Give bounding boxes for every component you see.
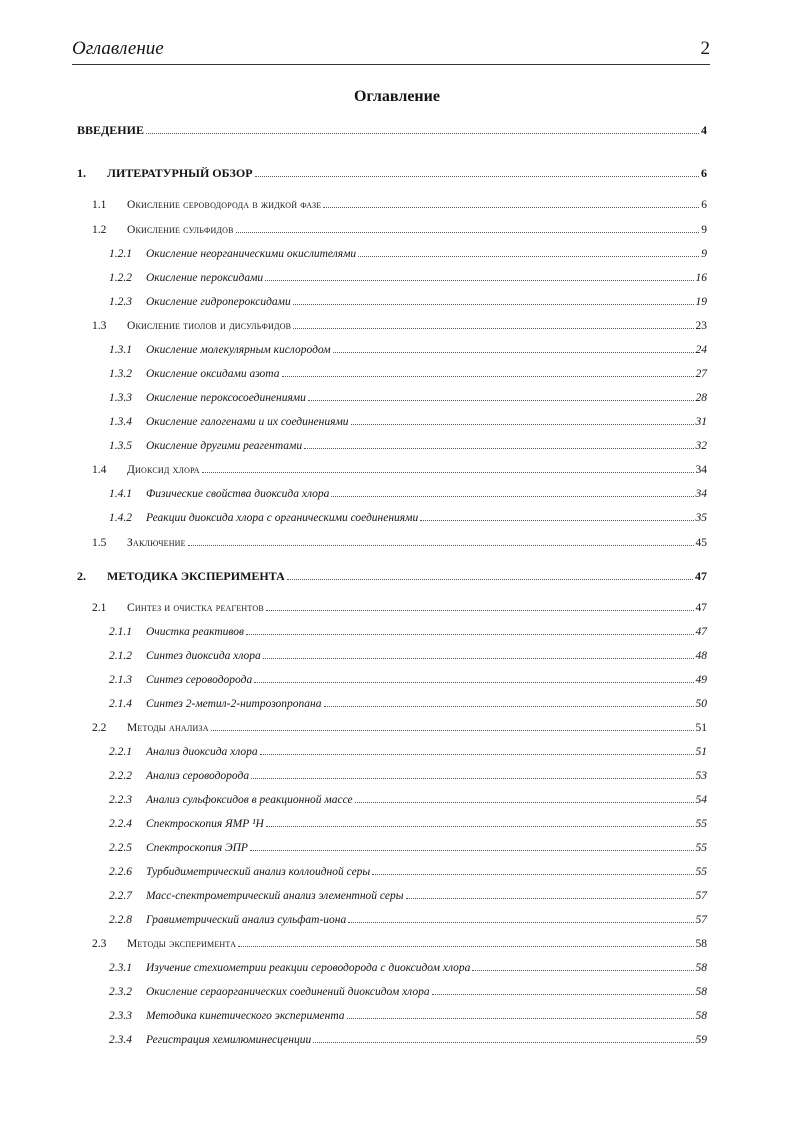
- toc-entry-number: 1.2.1: [109, 248, 132, 260]
- dot-leader: [188, 545, 694, 546]
- toc-entry-label: Окисление другими реагентами: [146, 440, 303, 452]
- toc-entry-label: Спектроскопия ЭПР: [146, 842, 248, 854]
- toc-title: Оглавление: [354, 88, 440, 105]
- dot-leader: [238, 946, 693, 947]
- dot-leader: [293, 328, 693, 329]
- dot-leader: [146, 133, 699, 134]
- toc-entry-page: 28: [695, 392, 707, 404]
- toc-subsection: [109, 960, 707, 976]
- toc-subsection: [109, 510, 707, 526]
- dot-leader: [348, 922, 693, 923]
- toc-entry-page: 34: [695, 488, 707, 500]
- toc-entry-label: ЛИТЕРАТУРНЫЙ ОБЗОР: [107, 166, 253, 180]
- toc-entry-label: Окисление пероксосоединениями: [146, 392, 306, 404]
- toc-entry-page: 47: [695, 626, 707, 638]
- toc-entry-label: Физические свойства диоксида хлора: [146, 488, 330, 500]
- dot-leader: [347, 1018, 694, 1019]
- page-number: 2: [700, 38, 710, 59]
- toc-entry-label: Окисление неорганическими окислителями: [146, 248, 357, 260]
- toc-entry-page: 58: [695, 938, 707, 950]
- dot-leader: [351, 424, 694, 425]
- dot-leader: [432, 994, 694, 995]
- toc-entry-number: 2.2.5: [109, 842, 132, 854]
- toc-entry-page: 9: [701, 248, 707, 260]
- toc-entry-label: Анализ сульфоксидов в реакционной массе: [146, 794, 353, 806]
- toc-entry-number: 2.2.1: [109, 746, 132, 758]
- toc-entry-number: 2.2: [92, 722, 107, 734]
- dot-leader: [406, 898, 694, 899]
- toc-entry-page: 9: [701, 224, 707, 236]
- toc-subsection: [109, 366, 707, 382]
- toc-entry-label: Окисление сероводорода в жидкой фазе: [127, 199, 322, 211]
- toc-entry-label: Методы анализа: [127, 722, 209, 734]
- toc-subsection: [109, 672, 707, 688]
- toc-entry-number: 1.2.2: [109, 272, 132, 284]
- toc-entry-page: 53: [695, 770, 707, 782]
- dot-leader: [246, 634, 694, 635]
- toc-entry-label: Изучение стехиометрии реакции сероводорода с диоксидом хлора: [146, 962, 471, 974]
- toc-entry-label: Анализ диоксида хлора: [146, 746, 258, 758]
- toc-entry-page: 23: [695, 320, 707, 332]
- toc-entry-label: Окисление тиолов и дисульфидов: [127, 320, 292, 332]
- toc-entry-page: 24: [695, 344, 707, 356]
- toc-section: [92, 462, 707, 478]
- toc-subsection: [109, 1032, 707, 1048]
- toc-entry-label: Масс-спектрометрический анализ элементной серы: [146, 890, 404, 902]
- toc-entry-number: 1.4.1: [109, 488, 132, 500]
- toc-entry-label: Окисление гидропероксидами: [146, 296, 291, 308]
- toc-subsection: [109, 648, 707, 664]
- toc-subsection: [109, 486, 707, 502]
- toc-subsection: [109, 696, 707, 712]
- toc-entry-page: 58: [695, 986, 707, 998]
- toc-entry-label: Окисление молекулярным кислородом: [146, 344, 331, 356]
- toc-entry-number: 2.3.4: [109, 1034, 132, 1046]
- dot-leader: [250, 850, 694, 851]
- toc-subsection: [109, 246, 707, 262]
- dot-leader: [254, 682, 693, 683]
- dot-leader: [251, 778, 693, 779]
- toc-chapter: [77, 122, 707, 138]
- toc-entry-page: 4: [701, 123, 707, 137]
- toc-entry-number: 2.1.4: [109, 698, 132, 710]
- dot-leader: [255, 176, 699, 177]
- toc-entry-number: 1.2: [92, 224, 107, 236]
- toc-section: [92, 720, 707, 736]
- toc-entry-label: Реакции диоксида хлора с органическими соединениями: [146, 512, 419, 524]
- toc-entry-number: 2.1: [92, 602, 107, 614]
- toc-entry-number: 1.3.5: [109, 440, 132, 452]
- toc-subsection: [109, 624, 707, 640]
- toc-entry-label: Синтез диоксида хлора: [146, 650, 261, 662]
- toc-entry-label: Гравиметрический анализ сульфат-иона: [146, 914, 347, 926]
- dot-leader: [372, 874, 693, 875]
- toc-subsection: [109, 768, 707, 784]
- toc-section: [92, 318, 707, 334]
- toc-subsection: [109, 864, 707, 880]
- toc-entry-label: Синтез сероводорода: [146, 674, 253, 686]
- toc-entry-page: 50: [695, 698, 707, 710]
- toc-entry-number: 1.4.2: [109, 512, 132, 524]
- dot-leader: [282, 376, 694, 377]
- toc-section: [92, 600, 707, 616]
- running-header-title: Оглавление: [72, 38, 164, 59]
- toc-entry-number: 2.2.7: [109, 890, 132, 902]
- toc-entry-number: 1.4: [92, 464, 107, 476]
- toc-entry-number: 2.3: [92, 938, 107, 950]
- dot-leader: [293, 304, 694, 305]
- toc-entry-number: 2.2.8: [109, 914, 132, 926]
- dot-leader: [323, 207, 699, 208]
- toc-entry-number: 2.1.2: [109, 650, 132, 662]
- toc-entry-page: 34: [695, 464, 707, 476]
- toc-entry-number: 2.2.4: [109, 818, 132, 830]
- toc-entry-page: 58: [695, 962, 707, 974]
- toc-entry-page: 47: [695, 569, 707, 583]
- toc-chapter: [77, 165, 707, 181]
- toc-entry-page: 16: [695, 272, 707, 284]
- toc-entry-page: 49: [695, 674, 707, 686]
- toc-entry-label: Окисление сераорганических соединений диоксидом хлора: [146, 986, 430, 998]
- toc-entry-label: Синтез и очистка реагентов: [127, 602, 264, 614]
- dot-leader: [308, 400, 694, 401]
- toc-subsection: [109, 1008, 707, 1024]
- dot-leader: [265, 280, 693, 281]
- toc-entry-page: 27: [695, 368, 707, 380]
- toc-entry-label: Синтез 2-метил-2-нитрозопропана: [146, 698, 322, 710]
- toc-entry-number: 2.: [77, 569, 86, 583]
- toc-subsection: [109, 744, 707, 760]
- dot-leader: [266, 610, 694, 611]
- toc-entry-number: 2.2.3: [109, 794, 132, 806]
- toc-section: [92, 197, 707, 213]
- dot-leader: [472, 970, 693, 971]
- toc-entry-number: 1.1: [92, 199, 107, 211]
- toc-entry-page: 58: [695, 1010, 707, 1022]
- toc-entry-label: Турбидиметрический анализ коллоидной серы: [146, 866, 371, 878]
- toc-entry-label: Окисление сульфидов: [127, 224, 234, 236]
- toc-entry-number: 1.3.2: [109, 368, 132, 380]
- dot-leader: [287, 579, 693, 580]
- dot-leader: [266, 826, 694, 827]
- toc-entry-page: 57: [695, 890, 707, 902]
- toc-entry-label: Спектроскопия ЯМР ¹Н: [146, 818, 264, 830]
- toc-entry-number: 1.5: [92, 537, 107, 549]
- toc-entry-number: 2.2.2: [109, 770, 132, 782]
- toc-entry-page: 51: [695, 722, 707, 734]
- toc-entry-number: 1.3.1: [109, 344, 132, 356]
- toc-entry-page: 47: [695, 602, 707, 614]
- toc-section: [92, 535, 707, 551]
- toc-entry-page: 54: [695, 794, 707, 806]
- toc-subsection: [109, 984, 707, 1000]
- toc-entry-number: 1.2.3: [109, 296, 132, 308]
- toc-entry-number: 1.3: [92, 320, 107, 332]
- toc-section: [92, 936, 707, 952]
- toc-subsection: [109, 816, 707, 832]
- toc-entry-number: 1.: [77, 166, 86, 180]
- dot-leader: [331, 496, 693, 497]
- dot-leader: [358, 256, 699, 257]
- page-header: [72, 38, 710, 65]
- toc-entry-number: 1.3.3: [109, 392, 132, 404]
- toc-chapter: [77, 568, 707, 584]
- toc-entry-page: 51: [695, 746, 707, 758]
- dot-leader: [420, 520, 693, 521]
- toc-entry-page: 59: [695, 1034, 707, 1046]
- toc-entry-label: Методика кинетического эксперимента: [146, 1010, 345, 1022]
- toc-entry-label: МЕТОДИКА ЭКСПЕРИМЕНТА: [107, 569, 285, 583]
- toc-entry-label: Методы эксперимента: [127, 938, 237, 950]
- dot-leader: [313, 1042, 693, 1043]
- toc-entry-number: 2.1.3: [109, 674, 132, 686]
- toc-entry-label: ВВЕДЕНИЕ: [77, 123, 144, 137]
- toc-entry-label: Окисление пероксидами: [146, 272, 264, 284]
- toc-subsection: [109, 342, 707, 358]
- toc-entry-page: 6: [701, 166, 707, 180]
- toc-entry-page: 32: [695, 440, 707, 452]
- toc-section: [92, 222, 707, 238]
- toc-entry-number: 2.3.3: [109, 1010, 132, 1022]
- dot-leader: [260, 754, 694, 755]
- dot-leader: [355, 802, 694, 803]
- toc-entry-number: 2.1.1: [109, 626, 132, 638]
- toc-entry-number: 2.3.2: [109, 986, 132, 998]
- toc-entry-label: Окисление галогенами и их соединениями: [146, 416, 349, 428]
- toc-subsection: [109, 294, 707, 310]
- dot-leader: [304, 448, 693, 449]
- toc-subsection: [109, 840, 707, 856]
- toc-entry-label: Регистрация хемилюминесценции: [146, 1034, 312, 1046]
- toc-subsection: [109, 390, 707, 406]
- toc-entry-number: 2.2.6: [109, 866, 132, 878]
- toc-subsection: [109, 888, 707, 904]
- toc-entry-page: 55: [695, 818, 707, 830]
- toc-entry-page: 48: [695, 650, 707, 662]
- toc-entry-page: 6: [701, 199, 707, 211]
- toc-subsection: [109, 792, 707, 808]
- toc-entry-page: 57: [695, 914, 707, 926]
- toc-entry-page: 55: [695, 842, 707, 854]
- toc-entry-page: 35: [695, 512, 707, 524]
- toc-entry-number: 2.3.1: [109, 962, 132, 974]
- toc-entry-label: Анализ сероводорода: [146, 770, 250, 782]
- toc-subsection: [109, 414, 707, 430]
- toc-entry-number: 1.3.4: [109, 416, 132, 428]
- toc-subsection: [109, 438, 707, 454]
- dot-leader: [333, 352, 694, 353]
- toc-subsection: [109, 270, 707, 286]
- dot-leader: [202, 472, 694, 473]
- toc-entry-label: Очистка реактивов: [146, 626, 244, 638]
- toc-subsection: [109, 912, 707, 928]
- toc-entry-page: 31: [695, 416, 707, 428]
- toc-entry-page: 19: [695, 296, 707, 308]
- dot-leader: [263, 658, 694, 659]
- toc-entry-label: Заключение: [127, 537, 186, 549]
- dot-leader: [211, 730, 694, 731]
- toc-entry-label: Диоксид хлора: [127, 464, 200, 476]
- dot-leader: [236, 232, 700, 233]
- toc-entry-label: Окисление оксидами азота: [146, 368, 280, 380]
- toc-entry-page: 45: [695, 537, 707, 549]
- toc-entry-page: 55: [695, 866, 707, 878]
- dot-leader: [324, 706, 694, 707]
